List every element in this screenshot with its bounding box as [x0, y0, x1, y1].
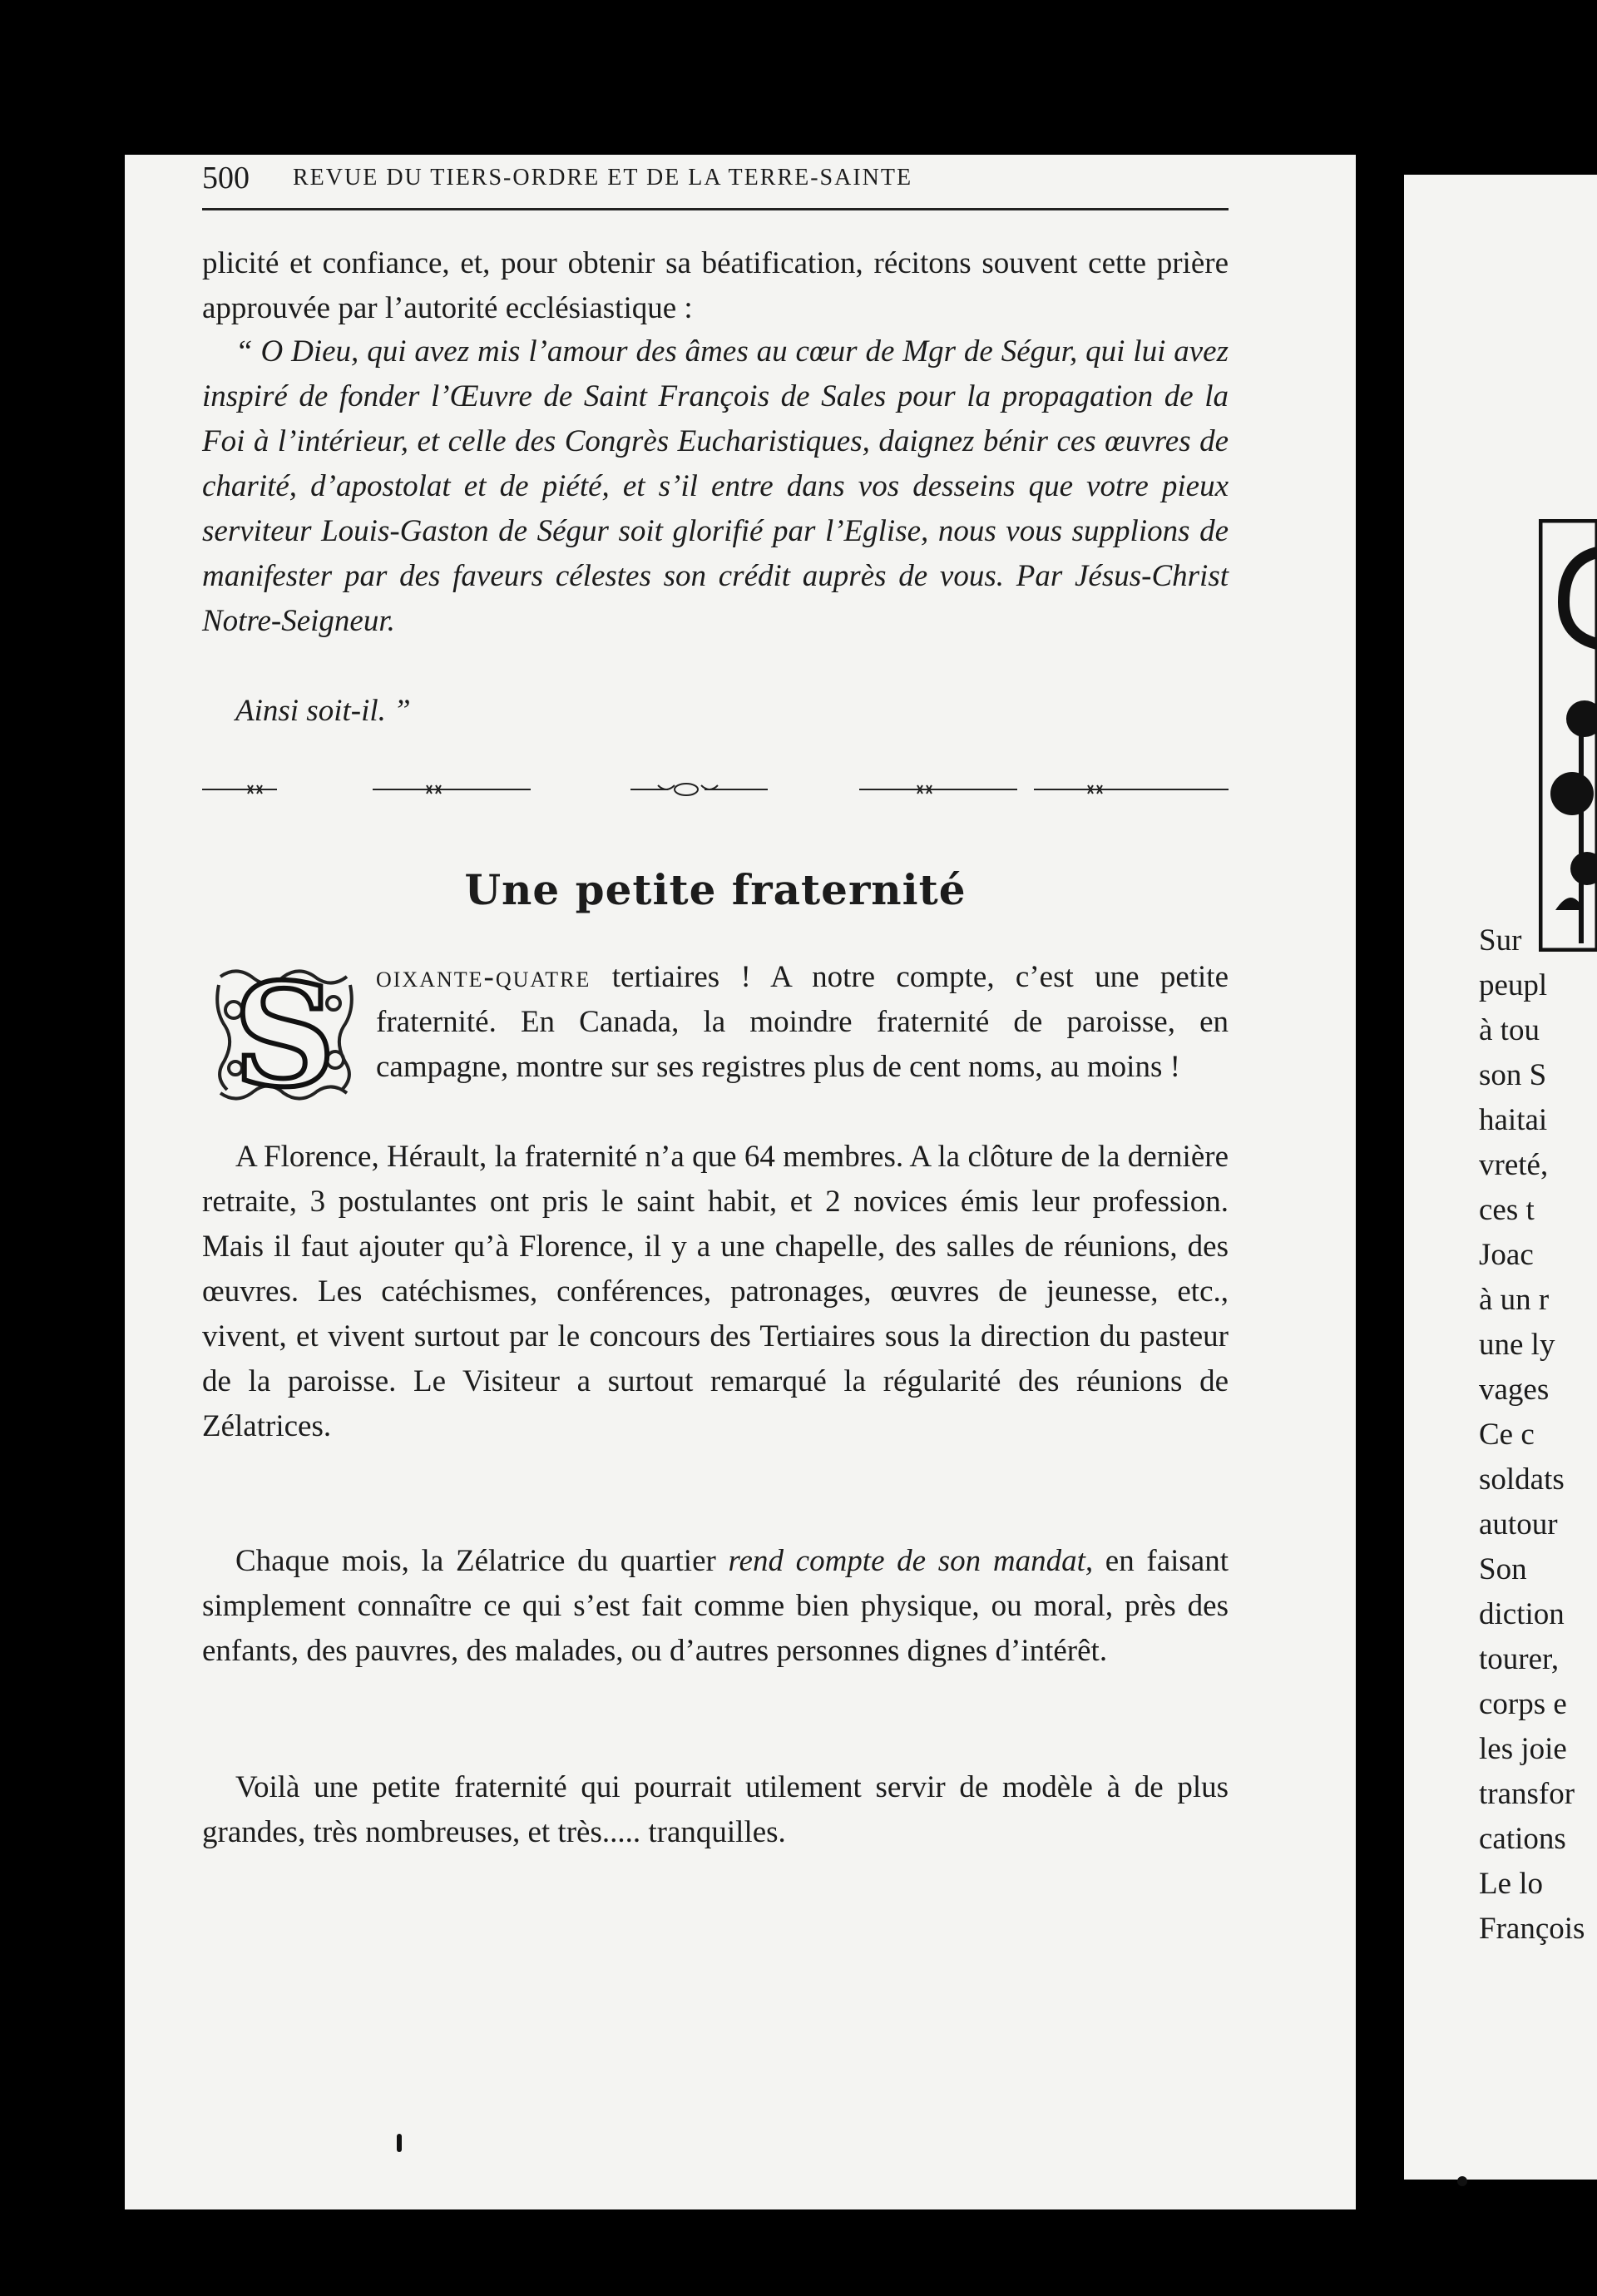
- scan-speck: [397, 2134, 402, 2152]
- right-page-line: autour: [1479, 1507, 1558, 1541]
- ornamental-divider: [202, 779, 1229, 800]
- right-page-line: peupl: [1479, 968, 1548, 1002]
- right-page-line: Joac: [1479, 1238, 1534, 1272]
- right-page-line: diction: [1479, 1597, 1565, 1631]
- scan-speck: [1457, 2176, 1467, 2186]
- paragraph-closing: Voilà une petite fraternité qui pourrait utilement servir de modèle à de plus grandes, très nombreuses, et très..... tranquilles.: [202, 1770, 1229, 1849]
- page-number: 500: [202, 161, 250, 195]
- right-page-line: haitai: [1479, 1103, 1548, 1137]
- right-page-line: Sur: [1479, 923, 1522, 957]
- right-page-line: transfor: [1479, 1777, 1575, 1811]
- right-page-line: soldats: [1479, 1462, 1565, 1497]
- page-header: [202, 160, 1229, 203]
- right-page-line: corps e: [1479, 1687, 1567, 1721]
- right-page-line: son S: [1479, 1058, 1547, 1092]
- woodcut-illustration: [1539, 519, 1597, 952]
- right-page-line: à un r: [1479, 1283, 1550, 1317]
- right-page-line: à tou: [1479, 1013, 1540, 1047]
- drop-cap-initial: [210, 960, 358, 1110]
- running-title: REVUE DU TIERS-ORDRE ET DE LA TERRE-SAINTE: [293, 165, 913, 191]
- paragraph-2-end: en faisant simplement connaître ce qui s’est fait comme bien physique, ou moral, près des enfants, des pauvres, des malades, ou d’autres personnes dignes d’intérêt.: [202, 1544, 1229, 1668]
- right-page-line: Ce c: [1479, 1418, 1535, 1452]
- lead-smallcaps: oixante-quatre: [376, 960, 591, 994]
- right-page-line: tourer,: [1479, 1642, 1560, 1676]
- opening-paragraph: plicité et confiance, et, pour obtenir sa béatification, récitons souvent cette prière approuvée par l’autorité ecclésiastique :: [202, 246, 1229, 325]
- prayer-text: “ O Dieu, qui avez mis l’amour des âmes au cœur de Mgr de Ségur, qui lui avez inspiré de fonder l’Œuvre de Saint François de Sales pour la propagation de la Foi à l’intérieur, et celle des Congrès Eucharistiques, daignez bénir ces œuvres de charité, d’apostolat et de piété, et s’il entre dans vos desseins que votre pieux serviteur Louis-Gaston de Ségur soit glorifié par l’Eglise, nous vous supplions de manifester par des faveurs célestes son crédit auprès de vous. Par Jésus-Christ Notre-Seigneur.: [202, 334, 1229, 638]
- paragraph-2-italic: rend compte de son mandat,: [728, 1544, 1094, 1578]
- paragraph-2-start: Chaque mois, la Zélatrice du quartier: [235, 1544, 729, 1578]
- section-title: Une petite fraternité: [464, 865, 967, 914]
- right-page-text: [1479, 918, 1597, 1952]
- right-page-line: une ly: [1479, 1328, 1555, 1362]
- right-page-line: Le lo: [1479, 1867, 1544, 1901]
- lead-rest: tertiaires ! A notre compte, c’est une petite fraternité. En Canada, la moindre fraternité de paroisse, en campagne, montre sur ses registres plus de cent noms, au moins !: [376, 960, 1229, 1084]
- lead-paragraph: [376, 955, 1229, 1090]
- right-page-line: François: [1479, 1912, 1585, 1946]
- prayer-amen: Ainsi soit-il. ”: [235, 694, 411, 728]
- right-page-line: vreté,: [1479, 1148, 1549, 1182]
- right-page-line: vages: [1479, 1373, 1550, 1407]
- right-page-line: cations: [1479, 1822, 1566, 1856]
- paragraph-zelatrice: [202, 1539, 1229, 1674]
- paragraph-florence: A Florence, Hérault, la fraternité n’a que 64 membres. A la clôture de la dernière retraite, 3 postulantes ont pris le saint habit, et 2 novices émis leur profession. Mais il faut ajouter qu’à Florence, il y a une chapelle, des salles de réunions, des œuvres. Les catéchismes, conférences, patronages, œuvres de jeunesse, etc., vivent, et vivent surtout par le concours des Tertiaires sous la direction du pasteur de la paroisse. Le Visiteur a surtout remarqué la régularité des réunions de Zélatrices.: [202, 1140, 1229, 1443]
- drop-cap-letter: S: [233, 960, 336, 1110]
- right-page-line: Son: [1479, 1552, 1527, 1586]
- right-page-line: ces t: [1479, 1193, 1535, 1227]
- right-page-line: les joie: [1479, 1732, 1567, 1766]
- header-rule: [202, 208, 1229, 210]
